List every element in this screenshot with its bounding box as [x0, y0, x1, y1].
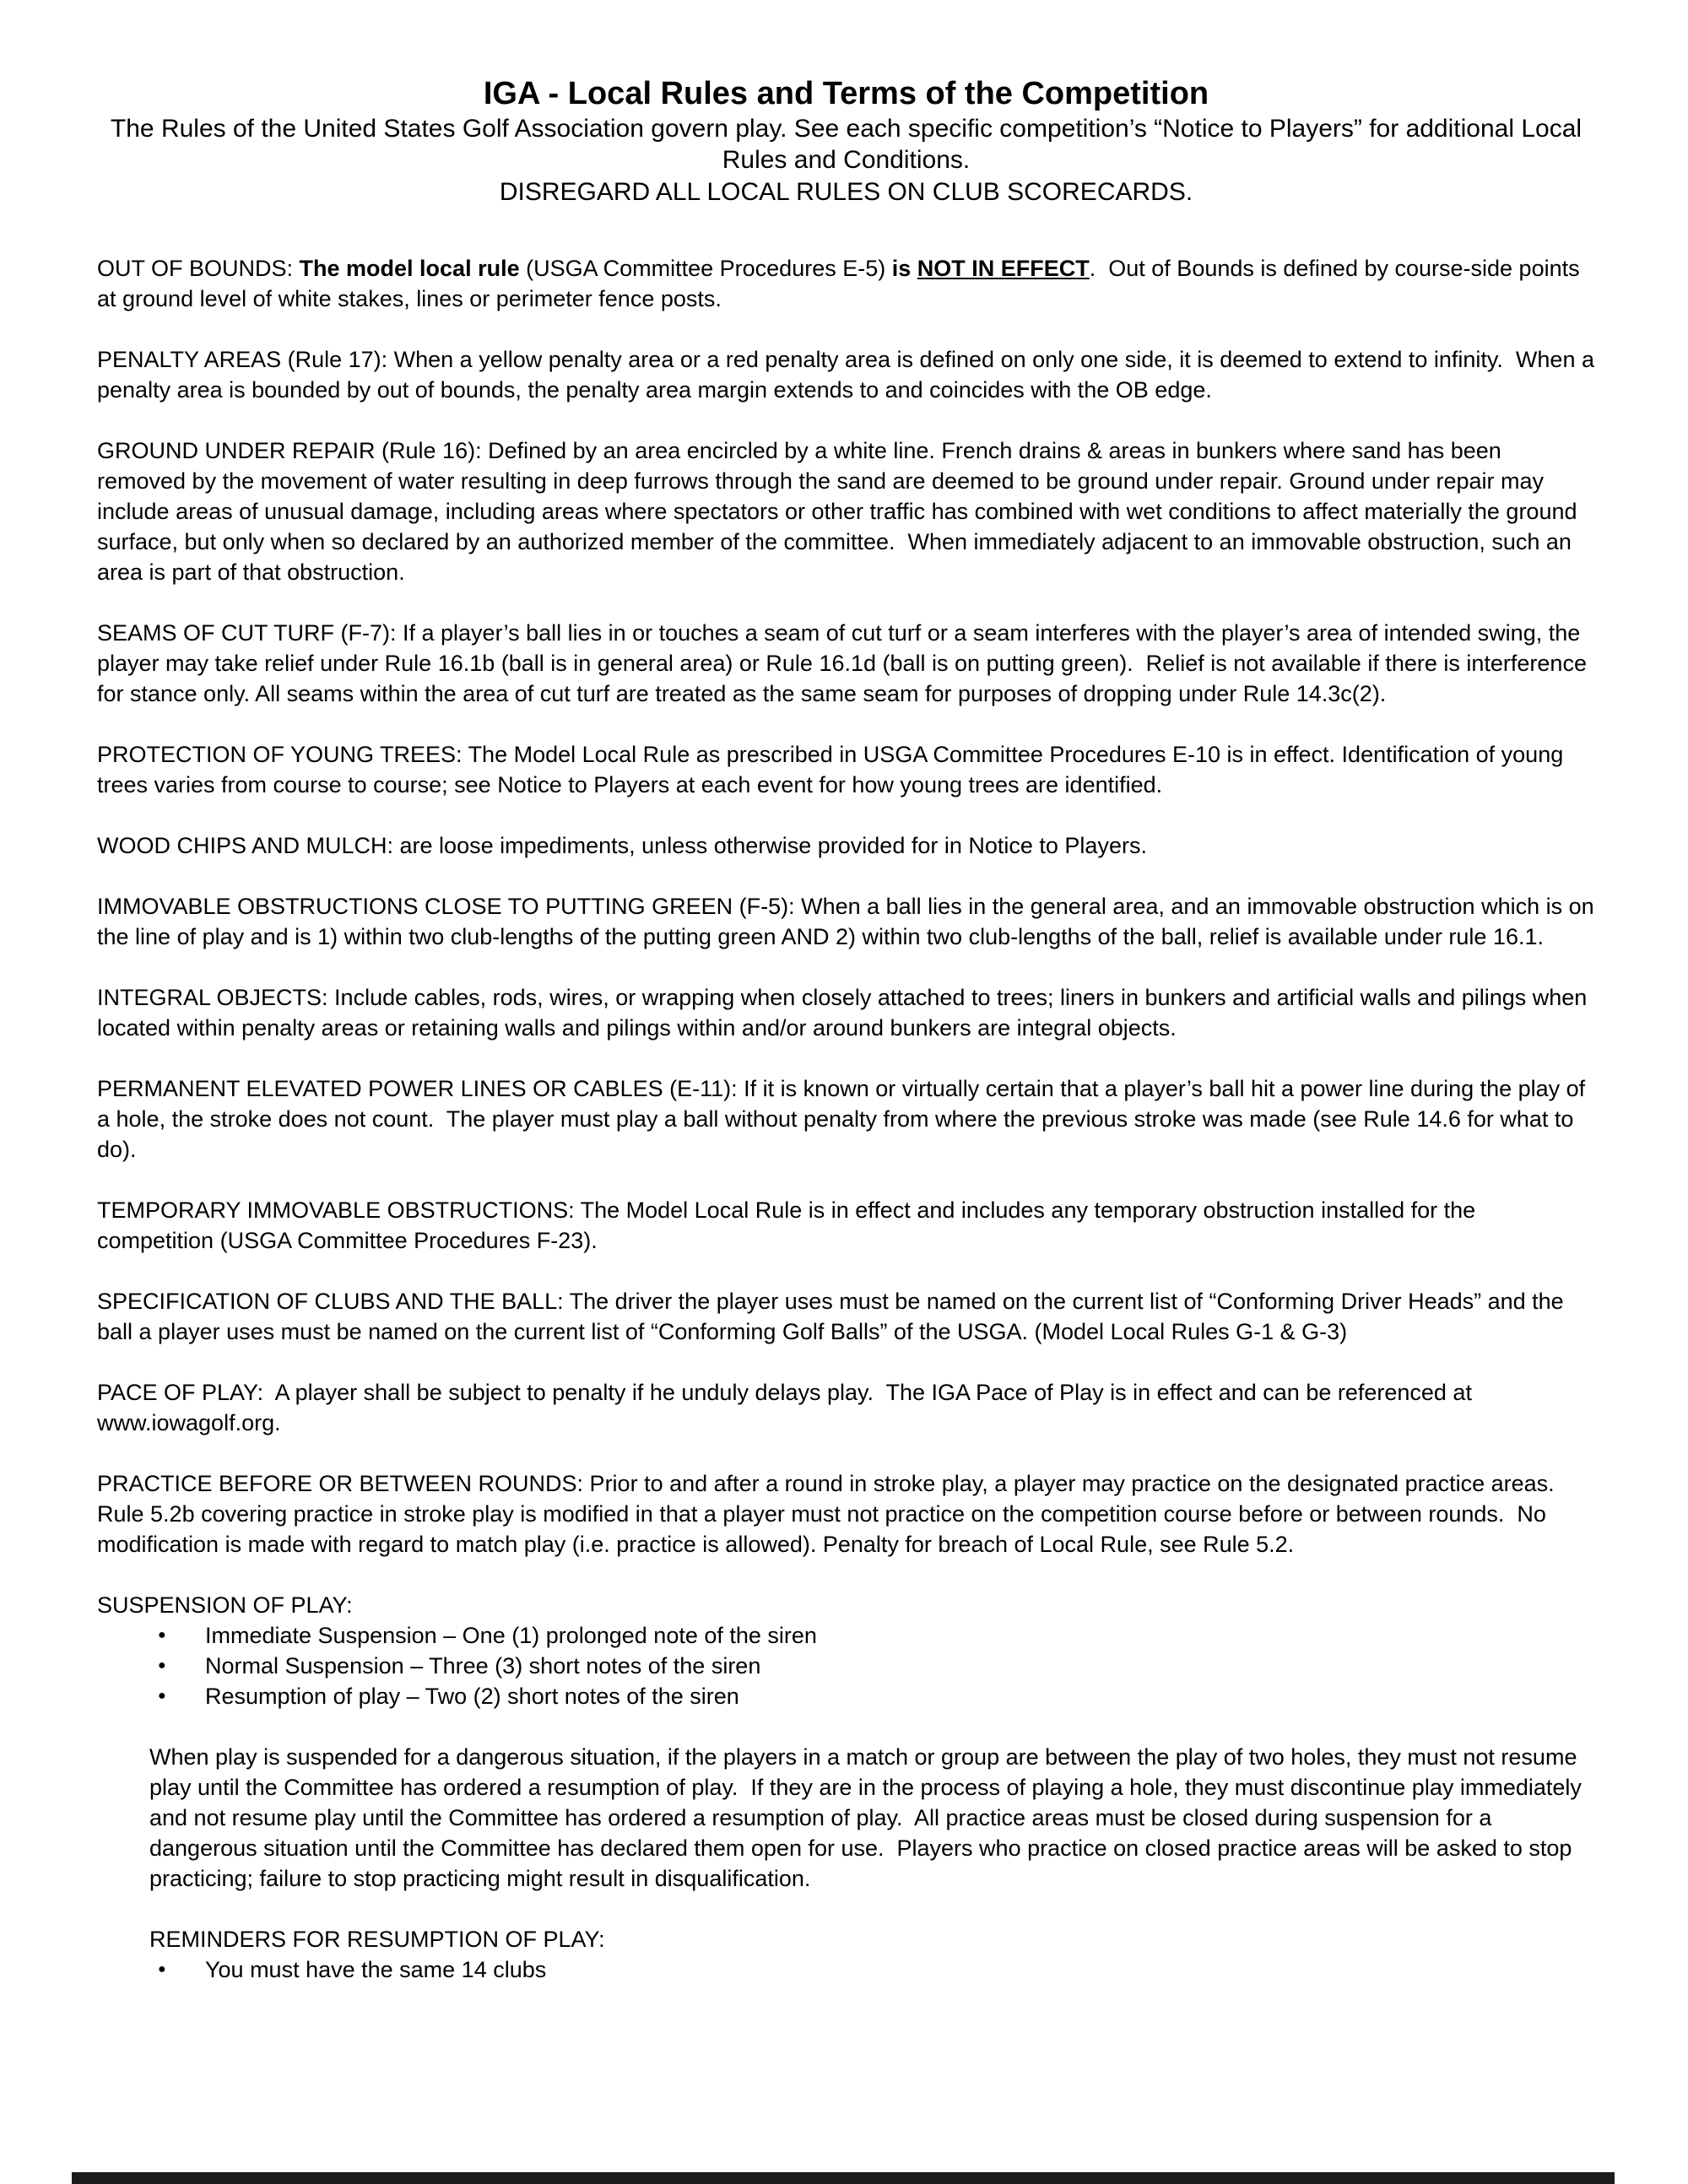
rule-text-bold: is	[891, 256, 917, 281]
rule-ground-under-repair: GROUND UNDER REPAIR (Rule 16): Defined by an area encircled by a white line. French drains & areas in bunkers where sand has been removed by the movement of water resulting in deep furrows through the sand are deemed to be ground under repair. Ground under repair may include areas of unusual damage, including areas where spectators or other traffic has combined with wet conditions to affect materially the ground surface, but only when so declared by an authorized member of the committee. When immediately adjacent to an immovable obstruction, such an area is part of that obstruction.	[97, 438, 1584, 585]
document-subtitle: The Rules of the United States Golf Association govern play. See each specific competition’s “Notice to Players” for additional Local Rules and Conditions.	[110, 115, 1582, 174]
bullet-text: Immediate Suspension – One (1) prolonged note of the siren	[205, 1623, 817, 1648]
bullet-icon: ●	[158, 1689, 166, 1703]
bullet-icon: ●	[158, 1658, 166, 1673]
rule-seams-of-cut-turf: SEAMS OF CUT TURF (F-7): If a player’s ball lies in or touches a seam of cut turf or a seam interferes with the player’s area of intended swing, the player may take relief under Rule 16.1b (ball is in general area) or Rule 16.1d (ball is on putting green). Relief is not available if there is interference for stance only. All seams within the area of cut turf are treated as the same seam for purposes of dropping under Rule 14.3c(2).	[97, 620, 1593, 706]
list-item	[97, 1954, 1595, 1985]
rule-permanent-elevated-power-lines: PERMANENT ELEVATED POWER LINES OR CABLES (E-11): If it is known or virtually certain that a player’s ball hit a power line during the play of a hole, the stroke does not count. The player must play a ball without penalty from where the previous stroke was made (see Rule 14.6 for what to do).	[97, 1076, 1592, 1162]
reminders-bullet-list	[97, 1954, 1595, 1985]
scorecards-notice: DISREGARD ALL LOCAL RULES ON CLUB SCORECARDS.	[499, 178, 1193, 206]
rule-text: (USGA Committee Procedures E-5)	[519, 256, 892, 281]
document-title: IGA - Local Rules and Terms of the Competition	[483, 76, 1209, 111]
rule-penalty-areas: PENALTY AREAS (Rule 17): When a yellow penalty area or a red penalty area is defined on only one side, it is deemed to extend to infinity. When a penalty area is bounded by out of bounds, the penalty area margin extends to and coincides with the OB edge.	[97, 347, 1601, 403]
rule-integral-objects: INTEGRAL OBJECTS: Include cables, rods, wires, or wrapping when closely attached to trees; liners in bunkers and artificial walls and pilings when located within penalty areas or retaining walls and pilings within and/or around bunkers are integral objects.	[97, 985, 1593, 1041]
rule-pace-of-play: PACE OF PLAY: A player shall be subject to penalty if he unduly delays play. The IGA Pace of Play is in effect and can be referenced at www.iowagolf.org.	[97, 1380, 1479, 1435]
suspension-of-play-heading: SUSPENSION OF PLAY:	[97, 1592, 353, 1618]
rule-text: . Out of Bounds is defined by course-side points at ground level of white stakes, lines or perimeter fence posts.	[97, 256, 1587, 311]
suspension-dangerous-situation-paragraph: When play is suspended for a dangerous situation, if the players in a match or group are between the play of two holes, they must not resume play until the Committee has ordered a resumption of play. If they are in the process of playing a hole, they must discontinue play immediately and not resume play until the Committee has ordered a resumption of play. All practice areas must be closed during suspension for a dangerous situation until the Committee has declared them open for use. Players who practice on closed practice areas will be asked to stop practicing; failure to stop practicing might result in disqualification.	[149, 1744, 1588, 1891]
rule-out-of-bounds	[97, 253, 1595, 314]
rule-text-bold: The model local rule	[299, 256, 520, 281]
bullet-text: You must have the same 14 clubs	[205, 1957, 547, 1982]
rule-protection-of-young-trees: PROTECTION OF YOUNG TREES: The Model Local Rule as prescribed in USGA Committee Procedures E-10 is in effect. Identification of young trees varies from course to course; see Notice to Players at each event for how young trees are identified.	[97, 742, 1570, 797]
rule-practice-before-or-between-rounds: PRACTICE BEFORE OR BETWEEN ROUNDS: Prior to and after a round in stroke play, a player may practice on the designated practice areas. Rule 5.2b covering practice in stroke play is modified in that a player must not practice on the competition course before or between rounds. No modification is made with regard to match play (i.e. practice is allowed). Penalty for breach of Local Rule, see Rule 5.2.	[97, 1471, 1567, 1557]
rule-text: OUT OF BOUNDS:	[97, 256, 300, 281]
bullet-icon: ●	[158, 1628, 166, 1642]
suspension-bullet-list	[97, 1620, 1595, 1711]
bullet-text: Normal Suspension – Three (3) short notes of the siren	[205, 1653, 761, 1679]
rule-text-bold-underline: NOT IN EFFECT	[917, 256, 1090, 281]
list-item	[97, 1620, 1595, 1651]
rule-wood-chips-and-mulch: WOOD CHIPS AND MULCH: are loose impediments, unless otherwise provided for in Notice to Players.	[97, 833, 1147, 858]
bullet-icon: ●	[158, 1962, 166, 1976]
list-item	[97, 1681, 1595, 1711]
list-item	[97, 1651, 1595, 1681]
reminders-for-resumption-heading: REMINDERS FOR RESUMPTION OF PLAY:	[149, 1927, 605, 1952]
next-page-edge-bar	[72, 2172, 1615, 2184]
rule-temporary-immovable-obstructions: TEMPORARY IMMOVABLE OBSTRUCTIONS: The Model Local Rule is in effect and includes any temporary obstruction installed for the competition (USGA Committee Procedures F-23).	[97, 1197, 1482, 1253]
rule-immovable-obstructions-close-to-putting-green: IMMOVABLE OBSTRUCTIONS CLOSE TO PUTTING GREEN (F-5): When a ball lies in the general area, and an immovable obstruction which is on the line of play and is 1) within two club-lengths of the putting green AND 2) within two club-lengths of the ball, relief is available under rule 16.1.	[97, 894, 1601, 949]
rule-specification-of-clubs-and-ball: SPECIFICATION OF CLUBS AND THE BALL: The driver the player uses must be named on the current list of “Conforming Driver Heads” and the ball a player uses must be named on the current list of “Conforming Golf Balls” of the USGA. (Model Local Rules G-1 & G-3)	[97, 1289, 1571, 1344]
bullet-text: Resumption of play – Two (2) short notes of the siren	[205, 1684, 739, 1709]
